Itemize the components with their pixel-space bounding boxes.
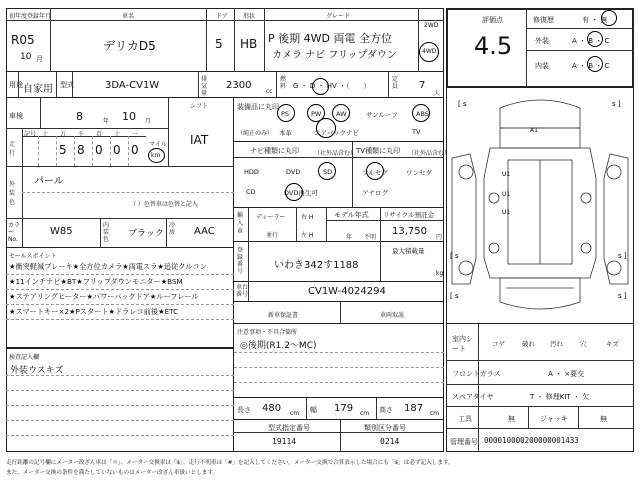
displacement: 2300 (226, 80, 252, 91)
nav-sd-circle (318, 162, 336, 180)
shape-label: 形状 (243, 13, 256, 20)
nav-item: HDD (244, 168, 259, 176)
exterior-b-circle (587, 31, 603, 47)
mgmt-number: 000010000200000001433 (484, 436, 579, 445)
inspection-year: 8 (76, 110, 83, 123)
interior-color: ブラック (128, 229, 164, 239)
diagram-s-6: s ] (618, 292, 627, 300)
repair-label: 修復歴 (533, 16, 554, 24)
import-label: 輸入車 (237, 212, 244, 235)
inspection-month: 10 (122, 110, 136, 123)
shift-label: シフト (190, 103, 209, 110)
capacity-label: 定員 (392, 76, 399, 90)
nav-item: DVD (286, 168, 301, 176)
exterior-color: パール (34, 176, 64, 187)
equipment-item: エアバック (314, 129, 346, 137)
interior-b-circle (587, 56, 603, 72)
usage: 自家用 (23, 84, 53, 95)
glass-label: フロントガラス (452, 370, 501, 378)
diagram-u1-b: U1 (502, 191, 511, 198)
tv-label: TV種類に丸印 (356, 147, 401, 155)
reg-year-label: 初年度登録年月 (9, 13, 52, 20)
notes-label: 注意事項・不具合箇所 (237, 329, 298, 336)
tv-sub: （社外品含む） (408, 150, 451, 157)
diagram-s-3: [ s (450, 252, 459, 260)
type-label: 型式指定番号 (268, 424, 310, 432)
width-label: 幅 (310, 406, 317, 414)
mileage-digit-header: 千 (78, 131, 85, 138)
tools-label: 工具 (458, 415, 472, 423)
diagram-s-4: s ] (618, 252, 627, 260)
mileage-digit: 0 (95, 143, 103, 157)
class-label: 類別区分番号 (364, 424, 406, 432)
exterior-grade-label: 外装 (535, 37, 549, 45)
footer-line1: 走行距離の記号欄にメーター改ざん車は「＊」、メーター交換車は「$」、走行不明車は「#」を記入してください。メーター交換で合算表示した場合にも「$」は必ず記入します。 (6, 460, 454, 466)
name-label: 車名 (122, 13, 135, 20)
mileage-unit-mile: マイル (149, 141, 167, 148)
inspector-label: 検査記入欄 (9, 354, 40, 361)
glass-options: A ・ ×要交 (548, 370, 585, 378)
fuel-d-circle (312, 78, 329, 95)
registration-label: 登録番号 (237, 247, 244, 275)
nav-item: SD (323, 168, 333, 176)
model-year-unknown: 不明 (364, 234, 377, 241)
equipment-item: AW (336, 110, 347, 118)
model-year-unit: 年 (346, 234, 353, 241)
import-left: 左 H (301, 232, 314, 239)
nav-sub: （社外品含む） (314, 150, 357, 157)
capacity: 7 (419, 80, 426, 91)
grade-line2: カメラ ナビ フリップダウン (272, 50, 397, 61)
shape: HB (240, 37, 258, 51)
sales-point-line: ★スマートキー×2★Pスタート★ドラレコ前後★ETC (9, 307, 179, 316)
import-right: 右 H (301, 214, 314, 221)
grade-label: グレード (326, 13, 351, 20)
notes-text: ◎後期(R1.2～MC) (240, 341, 317, 351)
mileage-unit-km: km (151, 152, 161, 159)
diagram-s-1: [ s (458, 100, 467, 108)
equipment-item: PS (281, 110, 290, 118)
footer-line2: また、メーター交換の条件を満たしていないものはメーター改ざん車扱いとします。 (6, 470, 219, 476)
mileage-digit-header: 万 (60, 131, 67, 138)
mileage-digit-header: 一 (132, 131, 139, 138)
max-load-unit: kg (436, 270, 444, 277)
nav-dvd-circle (285, 183, 303, 201)
import-dealer: ディーラー (256, 214, 286, 221)
ac: AAC (194, 226, 215, 237)
length-label: 長さ (237, 406, 251, 414)
doors-label: ドア (216, 13, 228, 20)
diagram-s-5: [ s (450, 292, 459, 300)
sales-point-line: ★ステアリングヒーター★パワーバックドア★ルーフレール (9, 292, 199, 301)
month-unit: 月 (36, 55, 43, 63)
max-load-label: 最大積載量 (392, 247, 425, 255)
usage-label: 用途 (9, 81, 23, 89)
seat-item: コゲ (492, 340, 505, 348)
recycle-label: リサイクル預託金 (383, 211, 435, 219)
seat-item: 穴 (580, 340, 587, 348)
tools-value: 無 (508, 415, 515, 423)
diagram-u1-c: U1 (502, 209, 511, 216)
jack-label: ジャッキ (540, 415, 568, 423)
inspector-text: 外装ウスキズ (10, 366, 64, 376)
car-name: デリカD5 (103, 39, 156, 53)
inspection-label: 車検 (9, 112, 23, 120)
drive-2wd: 2WD (424, 22, 439, 29)
repair-options: 有 ・ 無 (582, 16, 608, 24)
exterior-grade-options: A ・ B ・ C (572, 37, 610, 45)
width: 179 (334, 403, 354, 414)
color-code: W85 (50, 226, 73, 237)
height-unit: cm (430, 410, 440, 417)
doors: 5 (215, 37, 223, 51)
mileage-digit-header: 百 (96, 131, 103, 138)
equipment-item: PW (311, 110, 322, 118)
exterior-label: 外装色 (9, 181, 16, 206)
exterior-note: （ ）色替車は色替と記入 (130, 201, 198, 208)
nav-item: DVD再生可 (284, 189, 318, 197)
class-number: 0214 (380, 437, 400, 446)
type-number: 19114 (272, 437, 297, 446)
equipment-label: 装備品に丸印 (237, 103, 279, 111)
import-parallel: 並行 (266, 232, 279, 239)
tv-item: フルセグ (362, 169, 388, 177)
mileage-digit-header: 十 (114, 131, 121, 138)
spare-label: スペアタイヤ (452, 393, 494, 401)
drive-4wd: 4WD (422, 48, 437, 55)
mileage-digit-header: 記号 (24, 131, 37, 138)
seat-item: キズ (606, 340, 619, 348)
interior-grade-label: 内装 (535, 62, 549, 70)
manual: 車両取説 (380, 312, 405, 319)
equipment-circle (332, 104, 350, 122)
interior-grade-options: A ・ B ・ C (572, 62, 610, 70)
model: 3DA-CV1W (105, 80, 160, 91)
height-label: 高さ (379, 406, 393, 414)
jack-value: 無 (600, 415, 607, 423)
grade-line1: P 後期 4WD 両電 全方位 (268, 32, 392, 45)
repair-none-circle (601, 10, 617, 26)
type-number-block (234, 420, 444, 452)
seat-item: 汚れ (550, 340, 563, 348)
spare-options: T ・ 修理KIT ・ 欠 (530, 393, 590, 401)
seat-item: 破れ (522, 340, 535, 348)
sales-point-line: ★衝突軽減ブレーキ★全方位カメラ★両電スラ★追従クルコン (9, 262, 207, 271)
registration-number: いわき342す1188 (274, 260, 359, 271)
equipment-circle (412, 104, 430, 122)
equipment-circle (277, 104, 295, 122)
nav-label: ナビ種類に丸印 (250, 147, 299, 155)
mileage-digit: 0 (131, 143, 139, 157)
seat-label: 室内シート (452, 335, 473, 353)
length-unit: cm (290, 410, 300, 417)
nav-item: CD (246, 188, 256, 196)
airbag-circle (316, 118, 336, 138)
mileage-digit: 0 (113, 143, 121, 157)
mgmt-label: 管理番号 (450, 438, 478, 446)
equipment-item: ABS (416, 110, 429, 118)
warranty: 新車保証書 (268, 312, 299, 319)
reg-year: R05 (11, 33, 35, 47)
interior-color-label: 内装色 (103, 222, 110, 243)
inspection-month-unit: 月 (145, 118, 152, 125)
sales-points-label: セールスポイント (9, 253, 57, 260)
length: 480 (262, 403, 282, 414)
recycle-yen: 円 (436, 234, 443, 241)
ac-label: 冷房 (169, 222, 176, 236)
chassis-number: CV1W-4024294 (308, 286, 386, 297)
docs-block (234, 302, 444, 324)
capacity-unit: 人 (434, 90, 441, 97)
car-diagram (446, 88, 634, 324)
mileage-digit: 5 (59, 143, 67, 157)
equipment-sub: （純正のみ） (237, 130, 274, 137)
chassis-label: 車台番号 (236, 284, 249, 298)
diagram-s-2: s ] (612, 100, 621, 108)
fuel-options: G ・ D ・ HV ・（ ） (293, 82, 371, 90)
model-label: 型式 (60, 81, 74, 89)
mileage-digit-header: 十 (42, 131, 49, 138)
tv-item: アナログ (362, 189, 388, 197)
score-label: 評価点 (482, 16, 503, 24)
inspection-year-unit: 年 (103, 118, 110, 125)
tv-item: ワンセグ (406, 169, 432, 177)
displacement-label: 排気量 (201, 76, 208, 97)
equipment-item: サンルーフ (366, 111, 398, 119)
color-code-label: カラー No. (8, 222, 21, 243)
diagram-u1-a: U1 (502, 171, 511, 178)
recycle-amount: 13,750 (392, 226, 427, 237)
height: 187 (404, 403, 424, 414)
equipment-item: TV (412, 128, 421, 136)
width-unit: cm (360, 410, 370, 417)
fuel-label: 燃料 (280, 76, 287, 90)
mileage-label: 走行 (9, 141, 16, 157)
diagram-a1: A1 (530, 127, 538, 134)
cc-unit: cc (266, 88, 273, 95)
equipment-item: 本革 (279, 129, 292, 137)
tv-fullseg-circle (366, 162, 384, 180)
score-value: 4.5 (474, 32, 513, 60)
reg-month: 10 (20, 52, 32, 62)
equipment-item: ナビ (346, 129, 359, 137)
model-year-label: モデル年式 (334, 211, 369, 219)
sales-point-line: ★11インチナビ★BT★フリップダウンモニター★BSM (9, 277, 183, 286)
shift: IAT (190, 133, 209, 147)
mileage-digit: 8 (77, 143, 85, 157)
